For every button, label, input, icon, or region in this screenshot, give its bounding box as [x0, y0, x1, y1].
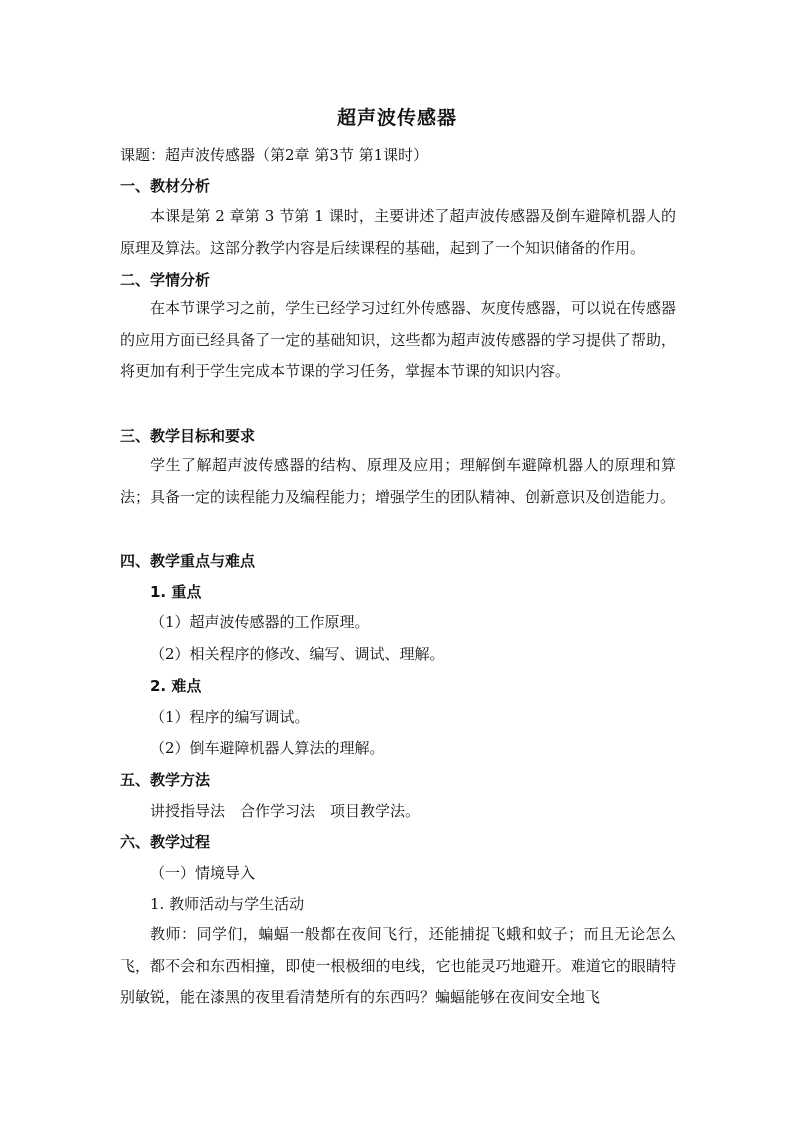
difficulty-heading: 2. 难点: [150, 677, 202, 695]
difficulty-1: （1）程序的编写调试。: [150, 708, 310, 726]
section-body-3: 学生了解超声波传感器的结构、原理及应用；理解倒车避障机器人的原理和算法；具备一定的读程能力及编程能力；增强学生的团队精神、创新意识及创造能力。: [120, 456, 676, 506]
section-body-2: 在本节课学习之前，学生已经学习过红外传感器、灰度传感器，可以说在传感器的应用方面已经具备了一定的基础知识，这些都为超声波传感器的学习提供了帮助，将更加有利于学生完成本节课的学习任务，掌握本节课的知识内容。: [120, 299, 676, 380]
section-heading-5: 五、教学方法: [120, 771, 211, 789]
section-heading-1: 一、教材分析: [120, 177, 211, 195]
lesson-subject: 课题：超声波传感器（第2章 第3节 第1课时）: [120, 146, 429, 164]
section-heading-4: 四、教学重点与难点: [120, 552, 256, 570]
subsection-scenario: （一）情境导入: [150, 864, 256, 882]
key-point-1: （1）超声波传感器的工作原理。: [150, 613, 370, 631]
section-heading-3: 三、教学目标和要求: [120, 427, 256, 445]
section-body-5: 讲授指导法 合作学习法 项目教学法。: [150, 802, 421, 820]
section-body-1: 本课是第 2 章第 3 节第 1 课时，主要讲述了超声波传感器及倒车避障机器人的原理及算法。这部分教学内容是后续课程的基础，起到了一个知识储备的作用。: [120, 207, 676, 257]
section-body-6: 教师：同学们，蝙蝠一般都在夜间飞行，还能捕捉飞蛾和蚊子；而且无论怎么飞，都不会和东西相撞，即使一根极细的电线，它也能灵巧地避开。难道它的眼睛特别敏锐，能在漆黑的夜里看清楚所有的东西吗？蝙蝠能够在夜间安全地飞: [120, 925, 676, 1006]
key-points-heading: 1. 重点: [150, 583, 202, 601]
difficulty-2: （2）倒车避障机器人算法的理解。: [150, 739, 385, 757]
subsection-activity: 1. 教师活动与学生活动: [150, 895, 305, 913]
key-point-2: （2）相关程序的修改、编写、调试、理解。: [150, 645, 445, 663]
section-heading-2: 二、学情分析: [120, 271, 211, 289]
document-title: 超声波传感器: [336, 107, 457, 129]
section-heading-6: 六、教学过程: [120, 833, 211, 851]
